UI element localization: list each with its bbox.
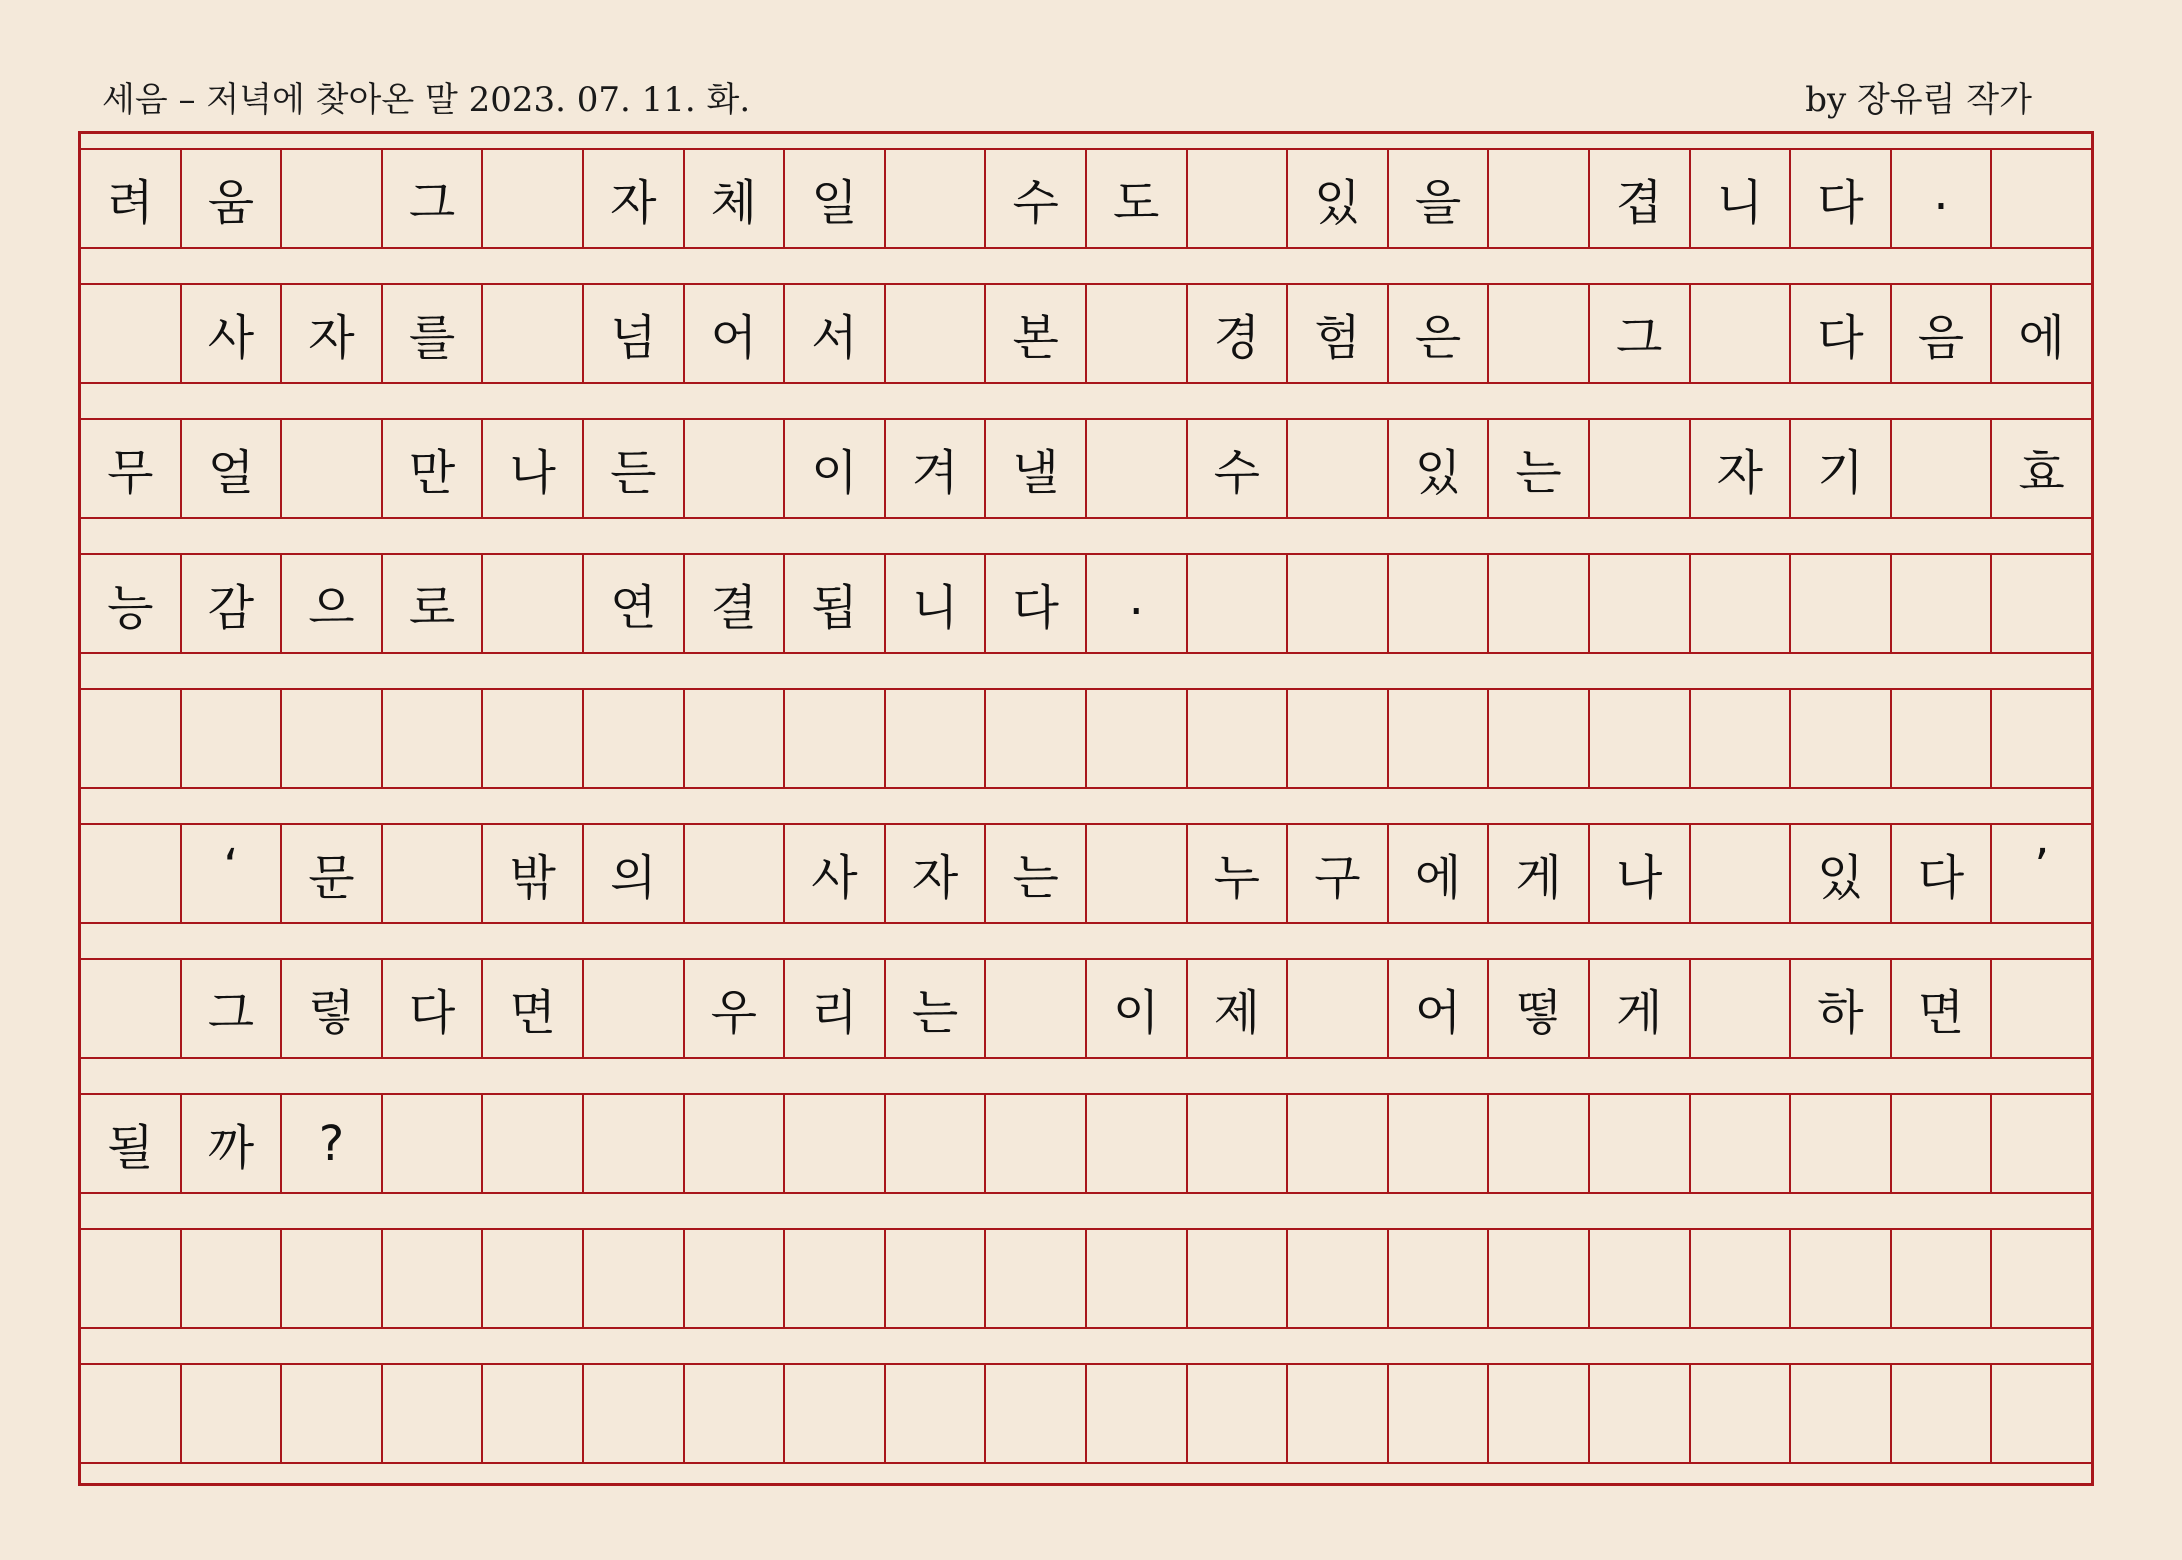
grid-cell (1689, 553, 1790, 654)
grid-cell (1789, 688, 1890, 789)
grid-cell (582, 688, 683, 789)
grid-cell (1487, 1228, 1588, 1329)
grid-cell (1286, 958, 1387, 1059)
grid-cell (1186, 688, 1287, 789)
grid-cell: 우 (683, 958, 784, 1059)
grid-cell: 서 (783, 283, 884, 384)
grid-cell: 연 (582, 553, 683, 654)
grid-cell (984, 1093, 1085, 1194)
grid-cell: 수 (984, 148, 1085, 249)
grid-cell (1487, 1093, 1588, 1194)
grid-cell: 그 (180, 958, 281, 1059)
grid-cell: 은 (1387, 283, 1488, 384)
grid-cell: 려 (81, 148, 180, 249)
grid-cell (481, 688, 582, 789)
grid-cell: 만 (381, 418, 482, 519)
grid-cell (582, 1228, 683, 1329)
manuscript-grid (78, 131, 2094, 1486)
grid-cell (1689, 958, 1790, 1059)
grid-cell (1085, 283, 1186, 384)
grid-cell: 다 (381, 958, 482, 1059)
grid-row (81, 1093, 2091, 1194)
grid-cell: 으 (280, 553, 381, 654)
grid-cell (1186, 553, 1287, 654)
grid-cell: 구 (1286, 823, 1387, 924)
grid-cell (683, 823, 784, 924)
grid-cell: 이 (1085, 958, 1186, 1059)
grid-cell (280, 1228, 381, 1329)
grid-cell (1186, 1228, 1287, 1329)
grid-row (81, 418, 2091, 519)
grid-cell: 있 (1789, 823, 1890, 924)
grid-cell (683, 1363, 784, 1464)
grid-cell (1487, 688, 1588, 789)
grid-cell (984, 688, 1085, 789)
grid-row (81, 1363, 2091, 1464)
grid-cell: 누 (1186, 823, 1287, 924)
grid-cell: 됩 (783, 553, 884, 654)
grid-cell (381, 823, 482, 924)
grid-cell (1890, 1228, 1991, 1329)
grid-cell (1789, 1228, 1890, 1329)
grid-cell (1689, 283, 1790, 384)
grid-row (81, 553, 2091, 654)
grid-cell: 을 (1387, 148, 1488, 249)
grid-cell (81, 1228, 180, 1329)
grid-cell: 기 (1789, 418, 1890, 519)
grid-cell: 경 (1186, 283, 1287, 384)
grid-cell (984, 958, 1085, 1059)
grid-cell: 게 (1588, 958, 1689, 1059)
grid-cell: 그 (381, 148, 482, 249)
grid-cell: 다 (984, 553, 1085, 654)
grid-cell (1186, 148, 1287, 249)
grid-cell: 문 (280, 823, 381, 924)
grid-cell (582, 1093, 683, 1194)
grid-cell: 자 (884, 823, 985, 924)
grid-cell (1085, 688, 1186, 789)
grid-cell (884, 688, 985, 789)
grid-cell (381, 688, 482, 789)
grid-cell (1387, 1093, 1488, 1194)
grid-cell (984, 1228, 1085, 1329)
grid-cell (481, 1228, 582, 1329)
grid-cell (381, 1093, 482, 1194)
grid-cell (884, 1093, 985, 1194)
grid-cell: 도 (1085, 148, 1186, 249)
grid-cell (1286, 688, 1387, 789)
grid-cell: 의 (582, 823, 683, 924)
grid-cell: 효 (1990, 418, 2091, 519)
grid-cell: 능 (81, 553, 180, 654)
grid-cell (1990, 688, 2091, 789)
grid-cell (280, 418, 381, 519)
grid-cell (381, 1228, 482, 1329)
grid-cell (1990, 1363, 2091, 1464)
grid-row (81, 823, 2091, 924)
grid-row (81, 283, 2091, 384)
grid-cell (1689, 1363, 1790, 1464)
grid-cell: 렇 (280, 958, 381, 1059)
grid-cell (783, 688, 884, 789)
grid-cell (683, 1228, 784, 1329)
grid-cell: 제 (1186, 958, 1287, 1059)
grid-cell: 넘 (582, 283, 683, 384)
grid-cell: 면 (481, 958, 582, 1059)
grid-cell: 겨 (884, 418, 985, 519)
grid-cell: ‘ (180, 823, 281, 924)
grid-cell: 나 (481, 418, 582, 519)
grid-cell: 그 (1588, 283, 1689, 384)
grid-cell (1085, 1093, 1186, 1194)
grid-cell (1588, 1228, 1689, 1329)
grid-cell (1186, 1093, 1287, 1194)
grid-cell: 밖 (481, 823, 582, 924)
grid-cell (481, 553, 582, 654)
grid-cell: 본 (984, 283, 1085, 384)
grid-cell (481, 1093, 582, 1194)
grid-cell: 사 (180, 283, 281, 384)
grid-cell: . (1085, 553, 1186, 654)
grid-cell (81, 823, 180, 924)
grid-cell: ’ (1990, 823, 2091, 924)
grid-cell (783, 1093, 884, 1194)
grid-cell (81, 958, 180, 1059)
grid-cell: ? (280, 1093, 381, 1194)
grid-cell (1890, 1363, 1991, 1464)
grid-cell (884, 1228, 985, 1329)
grid-cell: 있 (1286, 148, 1387, 249)
grid-cell (1990, 148, 2091, 249)
grid-cell (1286, 1093, 1387, 1194)
grid-cell (1890, 553, 1991, 654)
grid-cell (884, 1363, 985, 1464)
grid-cell: 수 (1186, 418, 1287, 519)
grid-cell: 하 (1789, 958, 1890, 1059)
grid-cell: 자 (1689, 418, 1790, 519)
grid-cell (1789, 1363, 1890, 1464)
grid-cell (1588, 1093, 1689, 1194)
grid-cell: 떻 (1487, 958, 1588, 1059)
grid-cell: 게 (1487, 823, 1588, 924)
grid-cell (1588, 688, 1689, 789)
grid-cell: 낼 (984, 418, 1085, 519)
grid-cell: 자 (280, 283, 381, 384)
grid-cell (1789, 1093, 1890, 1194)
grid-cell (1990, 1228, 2091, 1329)
grid-cell (280, 1363, 381, 1464)
grid-cell: 는 (984, 823, 1085, 924)
grid-cell: 니 (884, 553, 985, 654)
grid-cell (1588, 553, 1689, 654)
grid-cell (381, 1363, 482, 1464)
grid-cell (1085, 823, 1186, 924)
grid-cell: 겹 (1588, 148, 1689, 249)
grid-cell (280, 148, 381, 249)
grid-cell: 무 (81, 418, 180, 519)
grid-cell: 결 (683, 553, 784, 654)
grid-cell (1186, 1363, 1287, 1464)
grid-cell (1286, 418, 1387, 519)
grid-cell (1689, 823, 1790, 924)
grid-cell: 에 (1387, 823, 1488, 924)
grid-cell: 다 (1789, 148, 1890, 249)
grid-cell: 든 (582, 418, 683, 519)
grid-cell (884, 283, 985, 384)
grid-cell (1487, 553, 1588, 654)
grid-cell (81, 283, 180, 384)
grid-cell: 얼 (180, 418, 281, 519)
grid-cell (582, 1363, 683, 1464)
grid-cell (1286, 1363, 1387, 1464)
grid-cell: 면 (1890, 958, 1991, 1059)
author-credit: by 장유림 작가 (1805, 80, 2032, 120)
grid-cell (1085, 418, 1186, 519)
grid-cell (683, 688, 784, 789)
grid-cell (81, 1363, 180, 1464)
grid-cell (1689, 688, 1790, 789)
grid-cell (1990, 958, 2091, 1059)
grid-cell: 있 (1387, 418, 1488, 519)
grid-cell (280, 688, 381, 789)
grid-cell (1689, 1093, 1790, 1194)
grid-cell (1990, 553, 2091, 654)
grid-cell (1387, 688, 1488, 789)
grid-cell: 사 (783, 823, 884, 924)
grid-cell: 나 (1588, 823, 1689, 924)
grid-row (81, 1228, 2091, 1329)
grid-cell (481, 148, 582, 249)
grid-cell (1387, 1228, 1488, 1329)
grid-cell: 감 (180, 553, 281, 654)
grid-cell (884, 148, 985, 249)
document-title: 세음 – 저녁에 찾아온 말 2023. 07. 11. 화. (102, 80, 751, 120)
grid-cell: 자 (582, 148, 683, 249)
grid-cell (1487, 148, 1588, 249)
grid-cell (180, 688, 281, 789)
grid-cell: 음 (1890, 283, 1991, 384)
grid-row (81, 688, 2091, 789)
grid-cell (683, 418, 784, 519)
grid-cell: 를 (381, 283, 482, 384)
grid-cell (1286, 553, 1387, 654)
grid-cell (783, 1363, 884, 1464)
grid-cell (984, 1363, 1085, 1464)
grid-cell (1588, 1363, 1689, 1464)
grid-row (81, 148, 2091, 249)
grid-cell (1085, 1228, 1186, 1329)
grid-cell (1890, 418, 1991, 519)
grid-cell (1387, 1363, 1488, 1464)
grid-cell: 로 (381, 553, 482, 654)
grid-cell: 험 (1286, 283, 1387, 384)
grid-cell (783, 1228, 884, 1329)
grid-cell: 다 (1890, 823, 1991, 924)
grid-cell: 까 (180, 1093, 281, 1194)
grid-cell (1789, 553, 1890, 654)
grid-cell (81, 688, 180, 789)
grid-cell: 이 (783, 418, 884, 519)
grid-cell: 움 (180, 148, 281, 249)
grid-cell (1487, 1363, 1588, 1464)
grid-cell (180, 1228, 281, 1329)
grid-cell: 리 (783, 958, 884, 1059)
grid-cell: . (1890, 148, 1991, 249)
grid-cell (1487, 283, 1588, 384)
grid-cell: 에 (1990, 283, 2091, 384)
grid-row (81, 958, 2091, 1059)
grid-cell (1387, 553, 1488, 654)
grid-cell (1588, 418, 1689, 519)
grid-cell (683, 1093, 784, 1194)
grid-cell: 다 (1789, 283, 1890, 384)
grid-cell (1890, 1093, 1991, 1194)
grid-cell (481, 1363, 582, 1464)
grid-cell (1286, 1228, 1387, 1329)
grid-cell: 어 (683, 283, 784, 384)
grid-cell (180, 1363, 281, 1464)
grid-cell (481, 283, 582, 384)
grid-cell (1085, 1363, 1186, 1464)
grid-cell: 는 (1487, 418, 1588, 519)
grid-cell: 될 (81, 1093, 180, 1194)
grid-cell: 니 (1689, 148, 1790, 249)
grid-cell: 일 (783, 148, 884, 249)
grid-cell (1990, 1093, 2091, 1194)
grid-cell: 어 (1387, 958, 1488, 1059)
grid-cell (1890, 688, 1991, 789)
grid-cell (582, 958, 683, 1059)
grid-cell (1689, 1228, 1790, 1329)
grid-cell: 체 (683, 148, 784, 249)
grid-cell: 는 (884, 958, 985, 1059)
